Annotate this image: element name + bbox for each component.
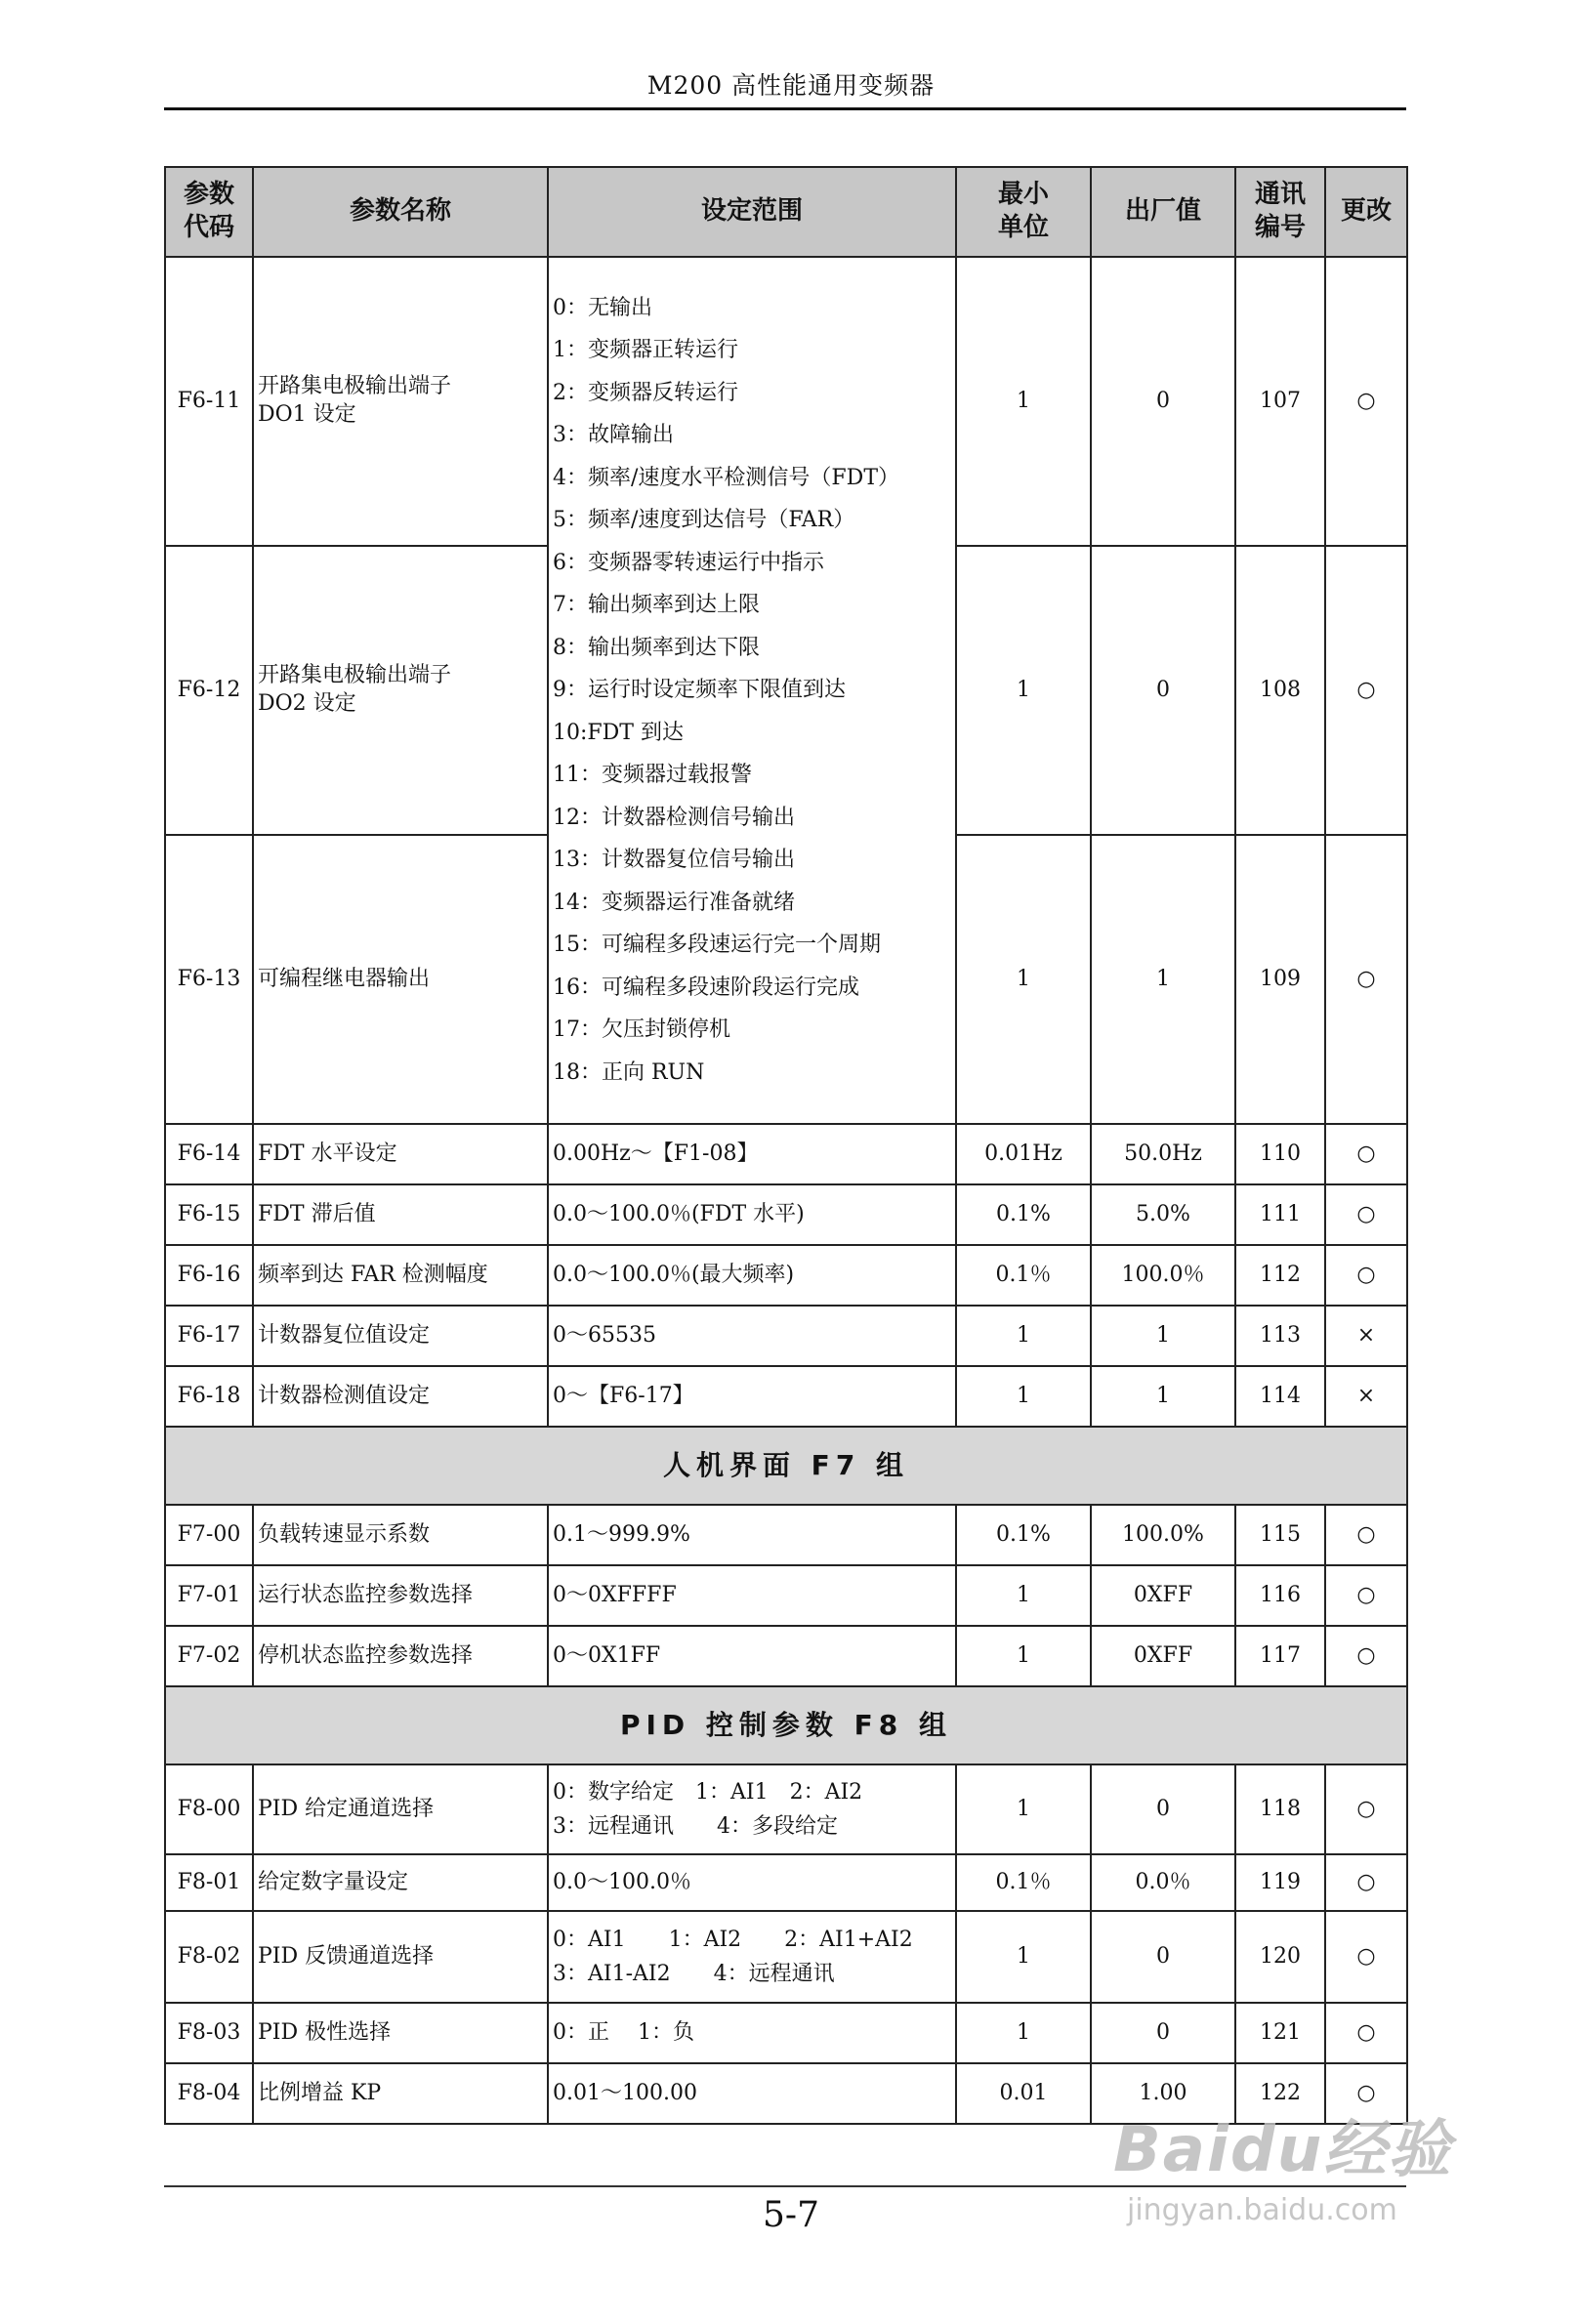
param-name: 开路集电极输出端子 DO1 设定 [253,257,548,546]
param-name: 运行状态监控参数选择 [253,1565,548,1626]
table-header-row [165,167,1407,257]
param-name: PID 极性选择 [253,2003,548,2063]
param-comm: 114 [1235,1366,1325,1427]
table-row [165,1764,1407,1854]
param-default: 0 [1091,2003,1235,2063]
param-code: F7-02 [165,1626,253,1686]
param-code: F8-02 [165,1911,253,2003]
param-range: 0.01～100.00 [548,2063,956,2124]
param-comm: 116 [1235,1565,1325,1626]
param-change: ○ [1325,546,1407,835]
param-default: 0 [1091,546,1235,835]
param-unit: 1 [956,257,1091,546]
range-item: 3：故障输出 [553,423,674,448]
param-code: F6-16 [165,1245,253,1306]
param-name: 给定数字量设定 [253,1854,548,1911]
param-code: F7-01 [165,1565,253,1626]
param-range: 0：正 1：负 [548,2003,956,2063]
group-header-row [165,1686,1407,1764]
page-number: 5-7 [763,2195,819,2235]
param-name: PID 反馈通道选择 [253,1911,548,2003]
param-code: F6-18 [165,1366,253,1427]
table-row [165,1184,1407,1245]
param-default: 0XFF [1091,1565,1235,1626]
param-code: F8-00 [165,1764,253,1854]
param-change: ○ [1325,1245,1407,1306]
param-change: ○ [1325,1911,1407,2003]
param-comm: 112 [1235,1245,1325,1306]
param-default: 1 [1091,1366,1235,1427]
range-item: 11：变频器过载报警 [553,763,752,788]
param-name: 计数器复位值设定 [253,1306,548,1366]
param-name: 频率到达 FAR 检测幅度 [253,1245,548,1306]
param-unit: 0.1% [956,1505,1091,1565]
range-item: 4：频率/速度水平检测信号（FDT） [553,465,899,490]
param-default: 1 [1091,1306,1235,1366]
range-item: 0：无输出 [553,295,652,320]
param-unit: 1 [956,2003,1091,2063]
col-header-unit: 最小 单位 [956,167,1091,257]
param-default: 0.0％ [1091,1854,1235,1911]
parameter-table [164,166,1408,2125]
watermark-url: jingyan.baidu.com [1127,2193,1397,2227]
param-comm: 108 [1235,546,1325,835]
param-default: 1.00 [1091,2063,1235,2124]
param-comm: 122 [1235,2063,1325,2124]
param-default: 1 [1091,835,1235,1124]
range-item: 12：计数器检测信号输出 [553,805,795,830]
range-item: 15：可编程多段速运行完一个周期 [553,933,881,958]
range-item: 18：正向 RUN [553,1059,705,1085]
param-change: ○ [1325,257,1407,546]
param-default: 100.0% [1091,1505,1235,1565]
range-item: 5：频率/速度到达信号（FAR） [553,508,855,533]
param-unit: 1 [956,1366,1091,1427]
param-name: 可编程继电器输出 [253,835,548,1124]
param-default: 0 [1091,257,1235,546]
param-code: F6-17 [165,1306,253,1366]
param-name: FDT 滞后值 [253,1184,548,1245]
document-header-title: M200 高性能通用变频器 [646,71,936,100]
param-unit: 0.01Hz [956,1124,1091,1184]
param-range: 0：AI1 1：AI2 2：AI1+AI2 3：AI1-AI2 4：远程通讯 [548,1911,956,2003]
param-default: 0 [1091,1911,1235,2003]
param-change: ○ [1325,2003,1407,2063]
param-range: 0.0～100.0％(最大频率) [548,1245,956,1306]
param-unit: 1 [956,1565,1091,1626]
param-name: PID 给定通道选择 [253,1764,548,1854]
range-item: 8：输出频率到达下限 [553,635,760,660]
param-unit: 1 [956,1306,1091,1366]
param-range: 0.0～100.0％(FDT 水平) [548,1184,956,1245]
range-item: 2：变频器反转运行 [553,380,738,405]
param-change: ○ [1325,1124,1407,1184]
param-name: 比例增益 KP [253,2063,548,2124]
param-unit: 0.1% [956,1184,1091,1245]
param-change: × [1325,1306,1407,1366]
param-code: F8-03 [165,2003,253,2063]
param-comm: 121 [1235,2003,1325,2063]
param-range: 0.0～100.0％ [548,1854,956,1911]
param-comm: 119 [1235,1854,1325,1911]
table-row [165,1124,1407,1184]
param-range: 0～0XFFFF [548,1565,956,1626]
param-comm: 117 [1235,1626,1325,1686]
param-code: F8-04 [165,2063,253,2124]
param-unit: 1 [956,1626,1091,1686]
param-unit: 1 [956,835,1091,1124]
baidu-watermark [1113,2099,1484,2246]
param-range: 0：数字给定 1：AI1 2：AI2 3：远程通讯 4：多段给定 [548,1764,956,1854]
param-change: ○ [1325,1626,1407,1686]
param-change: ○ [1325,1565,1407,1626]
table-row [165,2003,1407,2063]
param-range: 0.1～999.9% [548,1505,956,1565]
param-range: 0.00Hz～【F1-08】 [548,1124,956,1184]
table-row [165,1626,1407,1686]
col-header-comm: 通讯 编号 [1235,167,1325,257]
param-change: ○ [1325,2063,1407,2124]
range-item: 1：变频器正转运行 [553,338,738,363]
col-header-default: 出厂值 [1091,167,1235,257]
param-comm: 111 [1235,1184,1325,1245]
param-comm: 110 [1235,1124,1325,1184]
param-code: F8-01 [165,1854,253,1911]
range-item: 10:FDT 到达 [553,720,684,745]
header-rule [164,107,1406,110]
param-name: 停机状态监控参数选择 [253,1626,548,1686]
param-default: 50.0Hz [1091,1124,1235,1184]
range-item: 6：变频器零转速运行中指示 [553,550,824,575]
group-title-f7: 人机界面 F7 组 [165,1427,1407,1505]
param-code: F6-13 [165,835,253,1124]
param-comm: 115 [1235,1505,1325,1565]
param-unit: 1 [956,1764,1091,1854]
param-unit: 0.1％ [956,1854,1091,1911]
param-unit: 0.01 [956,2063,1091,2124]
table-row [165,257,1407,546]
param-code: F7-00 [165,1505,253,1565]
param-change: ○ [1325,1854,1407,1911]
param-range: 0～65535 [548,1306,956,1366]
param-default: 0XFF [1091,1626,1235,1686]
range-item: 9：运行时设定频率下限值到达 [553,678,846,703]
param-default: 100.0％ [1091,1245,1235,1306]
param-change: × [1325,1366,1407,1427]
param-change: ○ [1325,835,1407,1124]
param-unit: 1 [956,546,1091,835]
param-default: 0 [1091,1764,1235,1854]
range-item: 7：输出频率到达上限 [553,593,760,618]
param-name: 负载转速显示系数 [253,1505,548,1565]
table-row [165,1565,1407,1626]
param-code: F6-15 [165,1184,253,1245]
param-comm: 118 [1235,1764,1325,1854]
param-comm: 120 [1235,1911,1325,2003]
param-name: FDT 水平设定 [253,1124,548,1184]
table-row [165,1854,1407,1911]
table-row [165,1245,1407,1306]
param-range: 0～0X1FF [548,1626,956,1686]
group-title-f8: PID 控制参数 F8 组 [165,1686,1407,1764]
param-name: 开路集电极输出端子 DO2 设定 [253,546,548,835]
watermark-logo: Baidu经验 [1113,2114,1453,2186]
param-comm: 107 [1235,257,1325,546]
param-change: ○ [1325,1184,1407,1245]
range-item: 14：变频器运行准备就绪 [553,890,795,915]
param-unit: 1 [956,1911,1091,2003]
col-header-change: 更改 [1325,167,1407,257]
range-item: 16：可编程多段速阶段运行完成 [553,975,859,1000]
col-header-name: 参数名称 [253,167,548,257]
param-unit: 0.1％ [956,1245,1091,1306]
range-item: 13：计数器复位信号输出 [553,848,795,873]
param-change: ○ [1325,1505,1407,1565]
param-code: F6-11 [165,257,253,546]
table-row [165,1306,1407,1366]
param-comm: 113 [1235,1306,1325,1366]
param-code: F6-12 [165,546,253,835]
table-row [165,1911,1407,2003]
param-name: 计数器检测值设定 [253,1366,548,1427]
range-item: 17：欠压封锁停机 [553,1017,730,1043]
param-code: F6-14 [165,1124,253,1184]
param-range: 0～【F6-17】 [548,1366,956,1427]
param-comm: 109 [1235,835,1325,1124]
param-change: ○ [1325,1764,1407,1854]
do-range-list [548,257,956,1124]
col-header-range: 设定范围 [548,167,956,257]
table-row [165,1505,1407,1565]
col-header-code: 参数 代码 [165,167,253,257]
group-header-row [165,1427,1407,1505]
table-row [165,1366,1407,1427]
param-default: 5.0% [1091,1184,1235,1245]
